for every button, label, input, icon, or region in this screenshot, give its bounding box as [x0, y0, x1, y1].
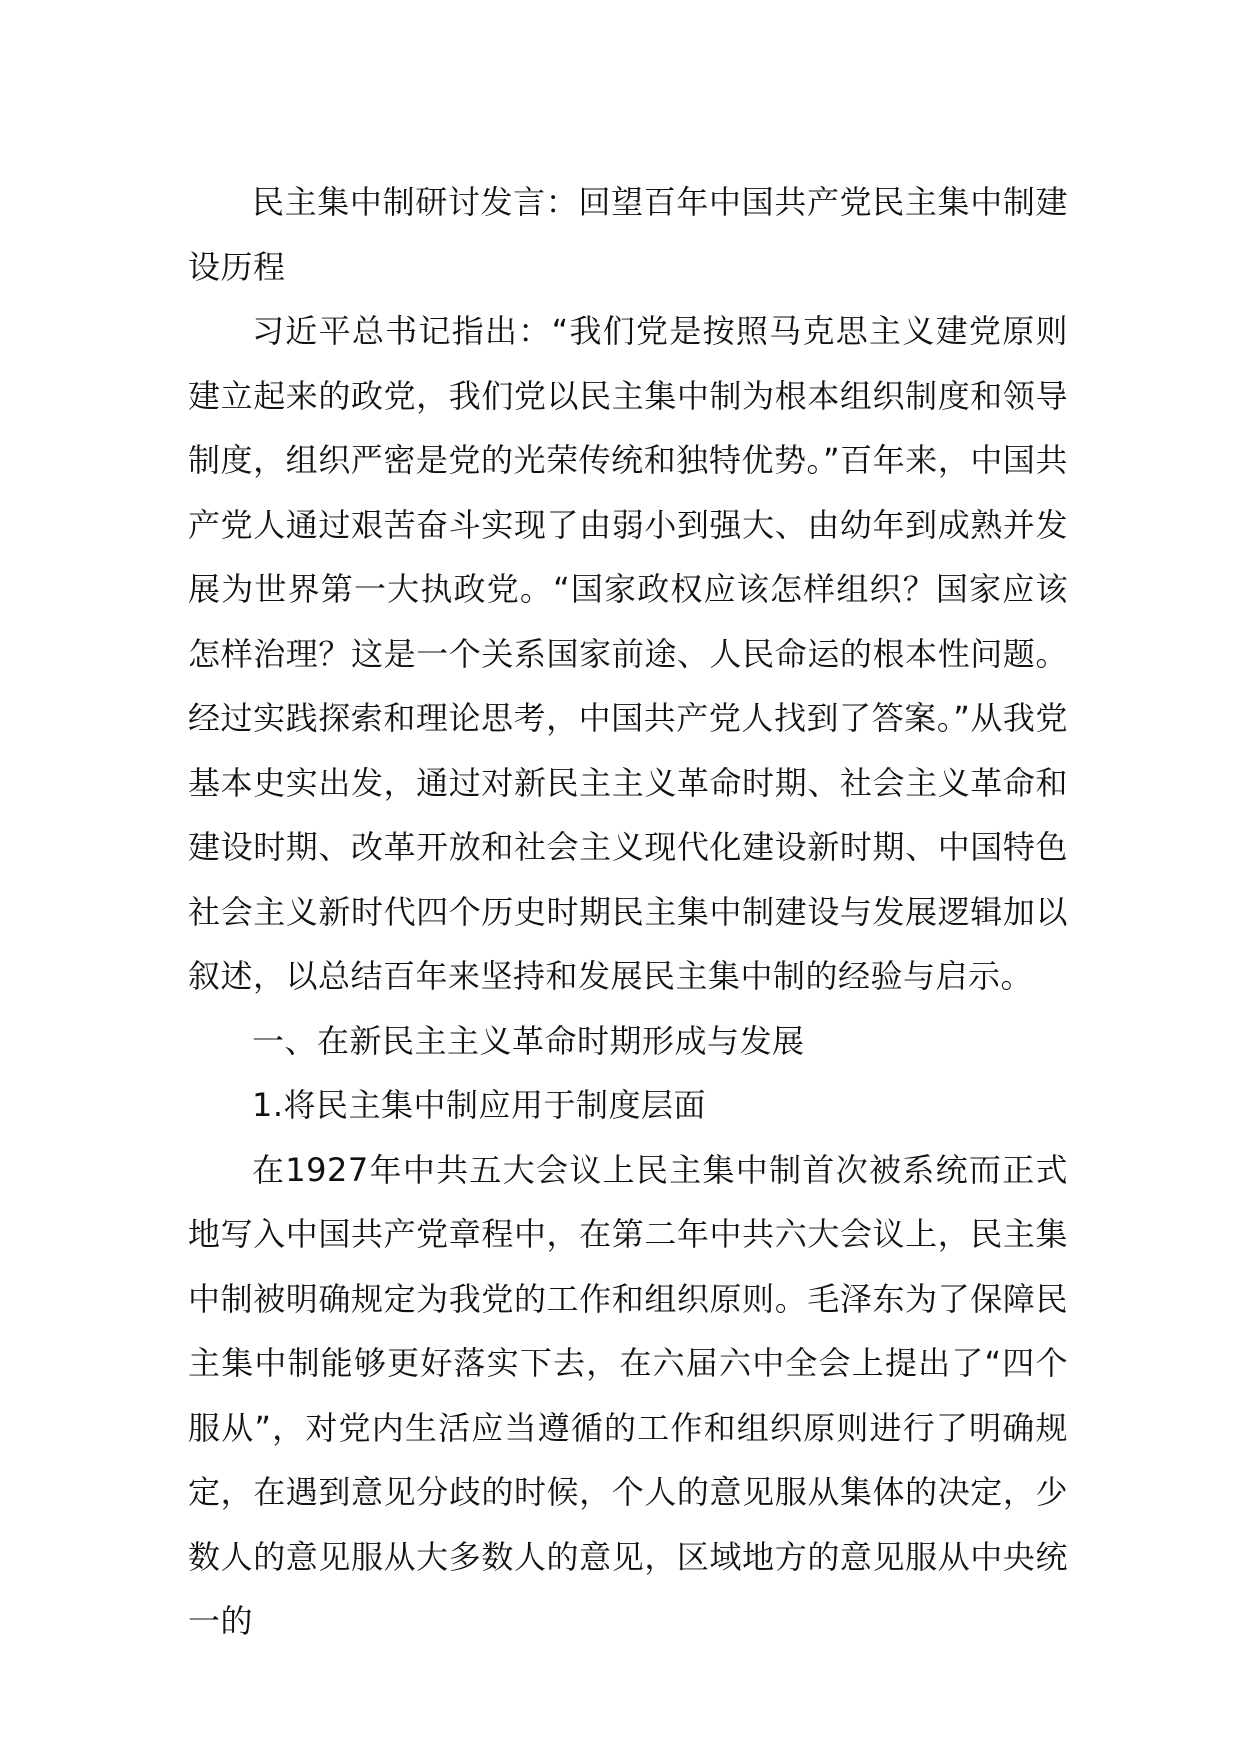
section-heading: 一、在新民主主义革命时期形成与发展: [252, 1021, 805, 1060]
document-title: 民主集中制研讨发言：回望百年中国共产党民主集中制建设历程: [188, 183, 1068, 286]
intro-paragraph: 习近平总书记指出：“我们党是按照马克思主义建党原则建立起来的政党，我们党以民主集中制为根本组织制度和领导制度，组织严密是党的光荣传统和独特优势。”百年来，中国共产党人通过艰苦奋斗实现了由弱小到强大、由幼年到成熟并发展为世界第一大执政党。“国家政权应该怎样组织？国家应该怎样治理？这是一个关系国家前途、人民命运的根本性问题。经过实践探索和理论思考，中国共产党人找到了答案。”从我党基本史实出发，通过对新民主主义革命时期、社会主义革命和建设时期、改革开放和社会主义现代化建设新时期、中国特色社会主义新时代四个历史时期民主集中制建设与发展逻辑加以叙述，以总结百年来坚持和发展民主集中制的经验与启示。: [188, 312, 1068, 995]
document-page: [188, 170, 1068, 1654]
body-paragraph: 在1927年中共五大会议上民主集中制首次被系统而正式地写入中国共产党章程中，在第二年中共六大会议上，民主集中制被明确规定为我党的工作和组织原则。毛泽东为了保障民主集中制能够更好落实下去，在六届六中全会上提出了“四个服从”，对党内生活应当遵循的工作和组织原则进行了明确规定，在遇到意见分歧的时候，个人的意见服从集体的决定，少数人的意见服从大多数人的意见，区域地方的意见服从中央统一的: [188, 1150, 1068, 1640]
subsection-heading: 1.将民主集中制应用于制度层面: [252, 1086, 707, 1124]
